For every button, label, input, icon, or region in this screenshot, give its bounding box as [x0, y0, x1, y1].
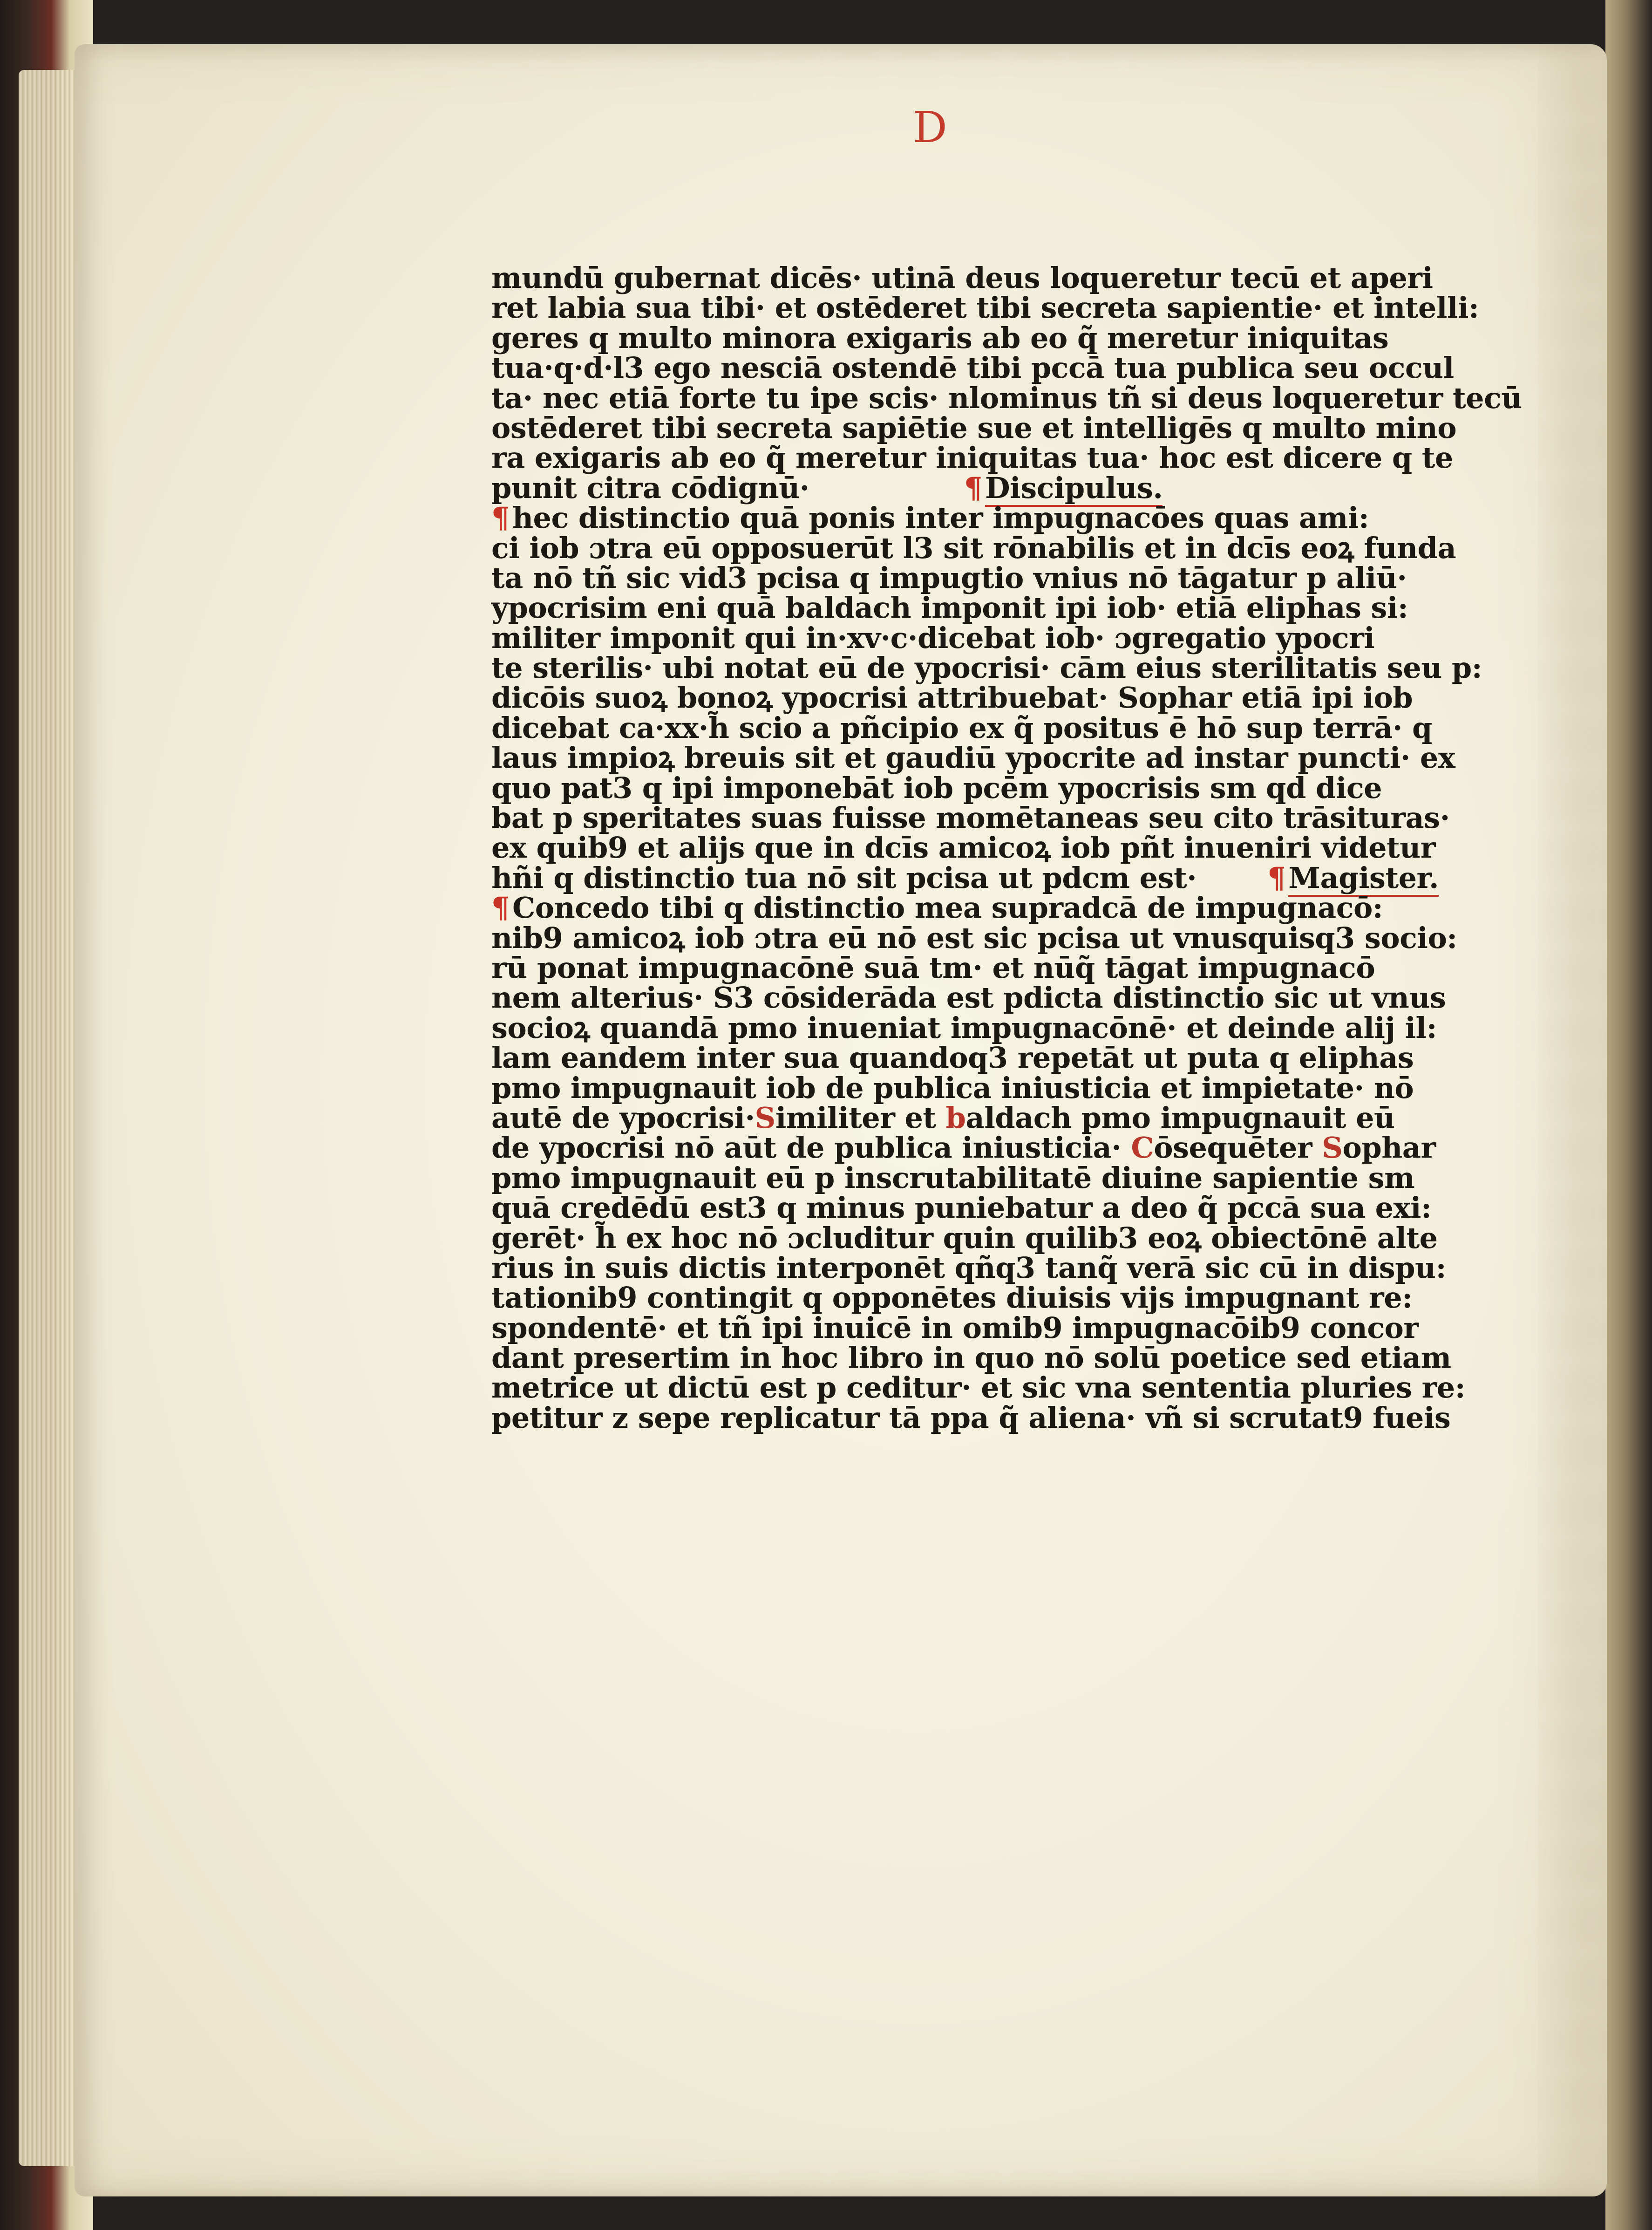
text-line: geres q multo minora exigaris ab eo q̃ meretur iniquitas [491, 321, 1389, 355]
text-line: dicebat ca·xx·h̃ scio a pñcipio ex q̃ positus ē hō sup terrā· q [491, 710, 1432, 745]
paragraph-mark: ¶ [491, 891, 510, 925]
right-gutter-shadow [1605, 0, 1652, 2230]
text-line: tationib9 contingit q opponētes diuisis vijs impugnant re: [491, 1281, 1413, 1315]
text-line: rius in suis dictis interponēt qñq3 tanq̃ verā sic cū in dispu: [491, 1250, 1446, 1285]
rubricated-initial: C [1131, 1131, 1154, 1165]
paragraph-two-first-line [491, 503, 1376, 533]
text-line: gerēt· h̃ ex hoc nō ɔcluditur quin quilib3 eoꝝ obiectōnē alte [491, 1221, 1438, 1255]
text-line: nib9 amicoꝝ iob ɔtra eū nō est sic pcisa ut vnusquisq3 socio: [491, 921, 1457, 955]
text-line: ta· nec etiā forte tu ipe scis· nlominus tñ si deus loqueretur tecū [491, 381, 1522, 415]
text-line: ci iob ɔtra eū opposuerūt l3 sit rōnabilis et in dcīs eoꝝ funda [491, 531, 1456, 565]
text-line: mundū gubernat dicēs· utinā deus loqueretur tecū et aperi [491, 261, 1433, 295]
text-line: metrice ut dictū est p ceditur· et sic vna sententia pluries re: [491, 1371, 1466, 1405]
text-line: ret labia sua tibi· et ostēderet tibi secreta sapientie· et intelli: [491, 291, 1479, 325]
text-line: laus impioꝝ breuis sit et gaudiū ypocrite ad instar puncti· ex [491, 741, 1455, 775]
text-line: petitur z sepe replicatur tā ppa q̃ aliena· vñ si scrutat9 fueis [491, 1400, 1451, 1435]
text-fragment: Concedo tibi q distinctio mea supradcā de impugnacō: [512, 891, 1383, 925]
text-line: spondentē· et tñ ipi inuicē in omib9 impugnacōib9 concor [491, 1310, 1419, 1345]
text-line: ra exigaris ab eo q̃ meretur iniquitas tua· hoc est dicere q te [491, 441, 1453, 475]
rubricated-initial: S [755, 1100, 775, 1135]
text-line: militer imponit qui in·xv·c·dicebat iob· ɔgregatio ypocri [491, 621, 1375, 655]
text-line: te sterilis· ubi notat eū de ypocrisi· cām eius sterilitatis seu p: [491, 651, 1482, 685]
text-fragment: autē de ypocrisi· [491, 1100, 755, 1135]
text-line: dant presertim in hoc libro in quo nō solū poetice sed etiam [491, 1341, 1451, 1375]
paragraph-mark: ¶ [1267, 860, 1286, 895]
text-fragment: aldach pmo impugnauit eū [965, 1100, 1395, 1135]
text-line-with-rubrics [491, 1100, 1395, 1135]
text-line-with-rubrics [491, 1131, 1436, 1165]
text-line: quā credēdū est3 q minus puniebatur a deo q̃ pccā sua exi: [491, 1191, 1432, 1225]
text-fragment: hec distinctio quā ponis inter impugnacōes quas ami: [512, 501, 1369, 535]
text-fragment: ōsequēter [1154, 1131, 1312, 1165]
rubricated-initial: S [1322, 1131, 1343, 1165]
discipulus-line [491, 473, 1376, 503]
text-line: pmo impugnauit eū p inscrutabilitatē diuine sapientie sm [491, 1160, 1415, 1195]
text-line: rū ponat impugnacōnē suā tm· et nūq̃ tāgat impugnacō [491, 950, 1375, 985]
speaker-label-magister: Magister. [1288, 861, 1439, 897]
folio-mark: D [913, 102, 949, 152]
paragraph-three-first-line [491, 891, 1383, 925]
text-fragment: hñi q distinctio tua nō sit pcisa ut pdcm est· [491, 860, 1197, 895]
text-fragment: ophar [1342, 1131, 1436, 1165]
text-line: ypocrisim eni quā baldach imponit ipi iob· etiā eliphas si: [491, 591, 1408, 625]
incunabula-text-block [491, 261, 1522, 1435]
text-line: lam eandem inter sua quandoq3 repetāt ut puta q eliphas [491, 1041, 1414, 1075]
paragraph-mark: ¶ [964, 471, 982, 505]
text-line: bat p speritates suas fuisse momētaneas seu cito trāsituras· [491, 801, 1450, 835]
rubricated-initial: b [945, 1100, 966, 1135]
magister-line [491, 860, 1439, 895]
speaker-label-discipulus: Discipulus. [985, 471, 1163, 507]
text-line: ex quib9 et alijs que in dcīs amicoꝝ iob pñt inueniri videtur [491, 831, 1435, 865]
text-line: pmo impugnauit iob de publica iniusticia et impietate· nō [491, 1071, 1414, 1105]
text-line: socioꝝ quandā pmo inueniat impugnacōnē· et deinde alij il: [491, 1010, 1437, 1045]
text-line: ostēderet tibi secreta sapiētie sue et intelligēs q multo mino [491, 410, 1457, 445]
text-line: ta nō tñ sic vid3 pcisa q impugtio vnius nō tāgatur p aliū· [491, 560, 1407, 595]
text-line: dicōis suoꝝ bonoꝝ ypocrisi attribuebat· Sophar etiā ipi iob [491, 681, 1413, 715]
paragraph-mark: ¶ [491, 501, 510, 535]
text-fragment: punit citra cōdignū· [491, 471, 809, 505]
text-line: quo pat3 q ipi imponebāt iob pcēm ypocrisis sm qd dice [491, 771, 1382, 805]
text-fragment: de ypocrisi nō aūt de publica iniusticia· [491, 1131, 1122, 1165]
text-line: nem alterius· S3 cōsiderāda est pdicta distinctio sic ut vnus [491, 981, 1446, 1015]
text-line: tua·q·d·l3 ego nesciā ostendē tibi pccā tua publica seu occul [491, 351, 1454, 385]
text-fragment: imiliter et [775, 1100, 936, 1135]
